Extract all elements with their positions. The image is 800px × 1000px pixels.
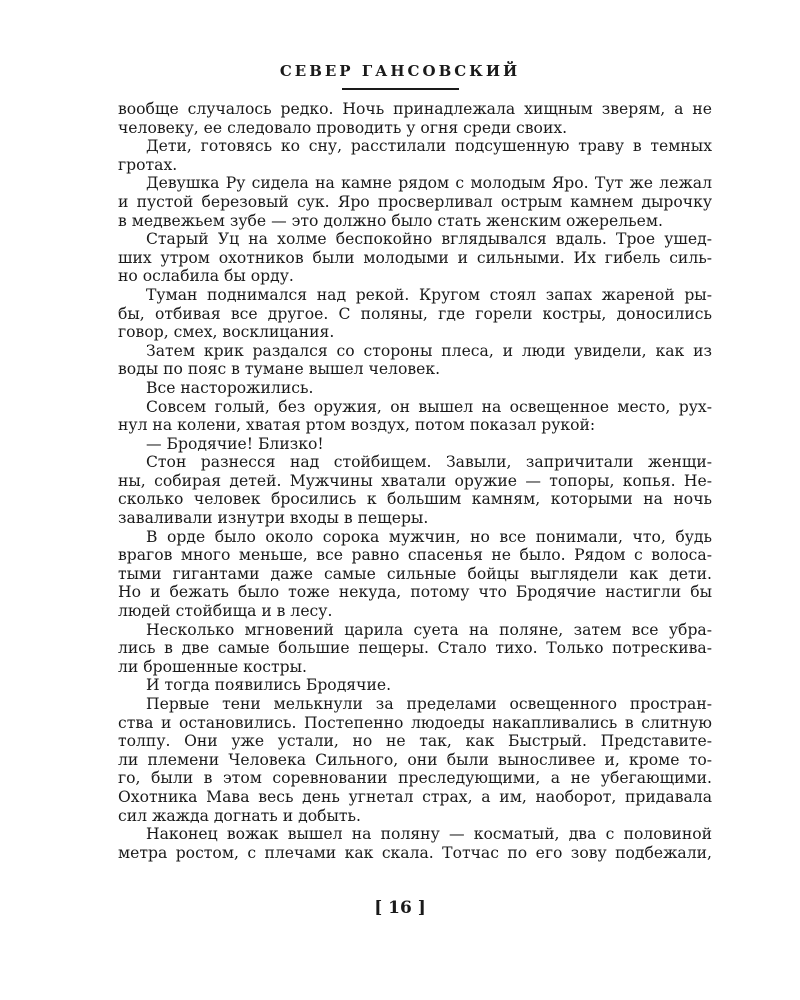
text-line: Все насторожились. [146,378,314,397]
text-line: Первые тени мелькнули за пределами освещенного простран- [146,695,712,713]
text-line: людей стойбища и в лесу. [118,602,333,621]
text-line: Но и бежать было тоже некуда, потому что Бродячие настигли бы [118,583,712,602]
text-line: человеку, ее следовало проводить у огня среди своих. [118,118,568,137]
text-line: ли брошенные костры. [118,657,307,676]
text-line: го, были в этом соревновании преследующими, а не убегающими. [118,769,712,788]
text-line: и пустой березовый сук. Яро просверливал острым камнем дырочку [118,192,712,211]
text-line: ших утром охотников были молодыми и сильными. Их гибель силь- [118,248,712,267]
text-line: лись в две самые большие пещеры. Стало тихо. Только потрескива- [118,639,712,658]
text-line: Наконец вожак вышел на поляну — косматый, два с половиной [146,825,712,844]
text-line: ства и остановились. Постепенно людоеды накапливались в слитную [118,713,712,732]
text-line: но ослабила бы орду. [118,267,294,286]
text-line: сил жажда догнать и добыть. [118,806,361,825]
text-line: говор, смех, восклицания. [118,323,335,342]
running-header: СЕВЕР ГАНСОВСКИЙ [279,62,521,80]
text-line: в медвежьем зубе — это должно было стать женским ожерельем. [118,211,663,230]
text-line: Затем крик раздался со стороны плеса, и люди увидели, как из [146,341,712,360]
text-line: Старый Уц на холме беспокойно вглядывался вдаль. Трое ушед- [146,230,712,249]
text-line: И тогда появились Бродячие. [146,676,392,695]
text-line: Туман поднимался над рекой. Кругом стоял запах жареной ры- [146,285,712,304]
text-line: метра ростом, с плечами как скала. Тотчас по его зову подбежали, [118,843,712,862]
text-line: ли племени Человека Сильного, они были выносливее и, кроме то- [118,750,712,769]
text-line: вообще случалось редко. Ночь принадлежала хищным зверям, а не [118,100,712,118]
text-line: Стон разнесся над стойбищем. Завыли, запричитали женщи- [146,453,712,472]
text-line: нул на колени, хватая ртом воздух, потом показал рукой: [118,416,596,435]
text-line: сколько человек бросились к большим камням, которыми на ночь [118,490,712,509]
text-line: — Бродячие! Близко! [146,434,324,453]
text-line: Совсем голый, без оружия, он вышел на освещенное место, рух- [146,397,712,416]
text-line: бы, отбивая все другое. С поляны, где горели костры, доносились [118,304,712,323]
text-line: врагов много меньше, все равно спасенья не было. Рядом с волоса- [118,546,712,565]
page-number: [ 16 ] [374,898,426,918]
text-line: Девушка Ру сидела на камне рядом с молодым Яро. Тут же лежал [146,174,712,193]
text-line: тыми гигантами даже самые сильные бойцы выглядели как дети. [118,564,712,583]
text-line: ны, собирая детей. Мужчины хватали оружие — топоры, копья. Не- [118,471,712,490]
body-text [118,100,712,862]
text-line: воды по пояс в тумане вышел человек. [118,360,441,379]
text-line: В орде было около сорока мужчин, но все понимали, что, будь [146,527,712,546]
header-rule [342,88,459,90]
text-line: гротах. [118,155,178,174]
text-line: заваливали изнутри входы в пещеры. [118,509,429,528]
text-line: толпу. Они уже устали, но не так, как Быстрый. Представите- [118,732,712,751]
text-line: Охотника Мава весь день угнетал страх, а им, наоборот, придавала [118,787,712,806]
text-line: Несколько мгновений царила суета на поляне, затем все убра- [146,620,712,639]
text-line: Дети, готовясь ко сну, расстилали подсушенную траву в темных [146,137,712,156]
